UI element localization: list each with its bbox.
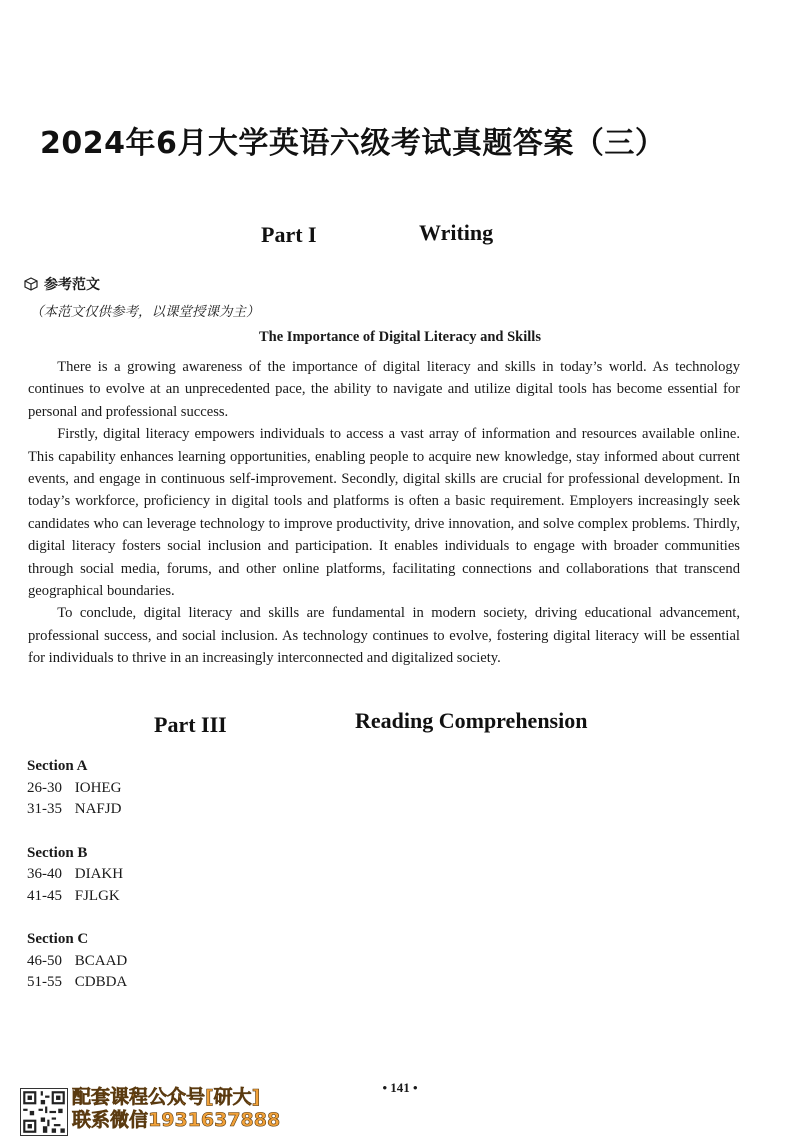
part3-name: Reading Comprehension <box>355 708 588 733</box>
answer-row <box>27 886 327 908</box>
page-title: 2024年6月大学英语六级考试真题答案（三） <box>40 126 666 161</box>
answer-letters: IOHEG <box>74 779 122 796</box>
qr-code-icon <box>20 1088 68 1136</box>
answer-range: 36-40 <box>27 866 62 882</box>
answer-letters: NAFJD <box>74 801 122 817</box>
answer-range: 31-35 <box>27 801 62 817</box>
answer-section <box>27 929 327 994</box>
essay-paragraph: There is a growing awareness of the importance of digital literacy and skills in today’s world. As technology continues to evolve at an unprecedented pace, the ability to navigate and utilize digital tools has become essential for personal and professional success. <box>28 359 740 420</box>
answer-row <box>27 864 327 886</box>
watermark-line-1: 配套课程公众号[研大] <box>72 1086 261 1108</box>
sample-label: 参考范文 <box>44 277 100 293</box>
answer-range: 51-55 <box>27 974 62 990</box>
essay-paragraph: To conclude, digital literacy and skills are fundamental in modern society, driving educational advancement, professional success, and social inclusion. As technology continues to evolve, fostering digital literacy will be essential for individuals to thrive in an increasingly interconnected and digitalized society. <box>28 605 740 667</box>
answer-range: 46-50 <box>27 952 62 969</box>
essay-paragraph: Firstly, digital literacy empowers individuals to access a vast array of information and resources available online. This capability enhances learning opportunities, enabling people to acquire new knowledge, stay informed about current events, and engage in continuous self-improvement. Secondly, digital skills are crucial for professional development. In today’s workforce, proficiency in digital tools and platforms is often a basic requirement. Employers increasingly seek candidates who can leverage technology to improve productivity, drive innovation, and solve complex problems. Thirdly, digital literacy fosters social inclusion and participation. It enables individuals to engage with broader communities through social media, forums, and other online platforms, facilitating connections and collaborations that transcend geographical boundaries. <box>28 426 740 600</box>
section-title: Section A <box>27 758 88 774</box>
part1-name: Writing <box>419 220 494 245</box>
answer-letters: BCAAD <box>74 952 128 969</box>
answer-row <box>27 951 327 973</box>
answer-range: 26-30 <box>27 779 62 796</box>
answer-row <box>27 972 327 994</box>
answer-row <box>27 799 327 821</box>
essay-body <box>28 356 740 670</box>
answer-letters: CDBDA <box>74 974 128 990</box>
essay-title: The Importance of Digital Literacy and Skills <box>259 329 541 345</box>
section-title: Section B <box>27 844 88 861</box>
answer-range: 41-45 <box>27 887 62 904</box>
watermark-line-2: 联系微信1931637888 <box>72 1109 281 1131</box>
answer-key <box>27 756 327 1016</box>
part3-label: Part III <box>154 712 227 737</box>
part1-label: Part I <box>261 222 317 247</box>
watermark-promo <box>72 1086 280 1132</box>
answer-row <box>27 778 327 800</box>
section-title: Section C <box>27 931 89 947</box>
sample-label-row <box>24 274 100 294</box>
answer-letters: DIAKH <box>74 866 124 882</box>
cube-icon <box>24 277 38 291</box>
sample-note: （本范文仅供参考，以课堂授课为主） <box>30 304 260 320</box>
answer-letters: FJLGK <box>74 887 120 904</box>
answer-section <box>27 756 327 821</box>
page-number: • 141 • <box>382 1080 418 1095</box>
answer-section <box>27 843 327 908</box>
